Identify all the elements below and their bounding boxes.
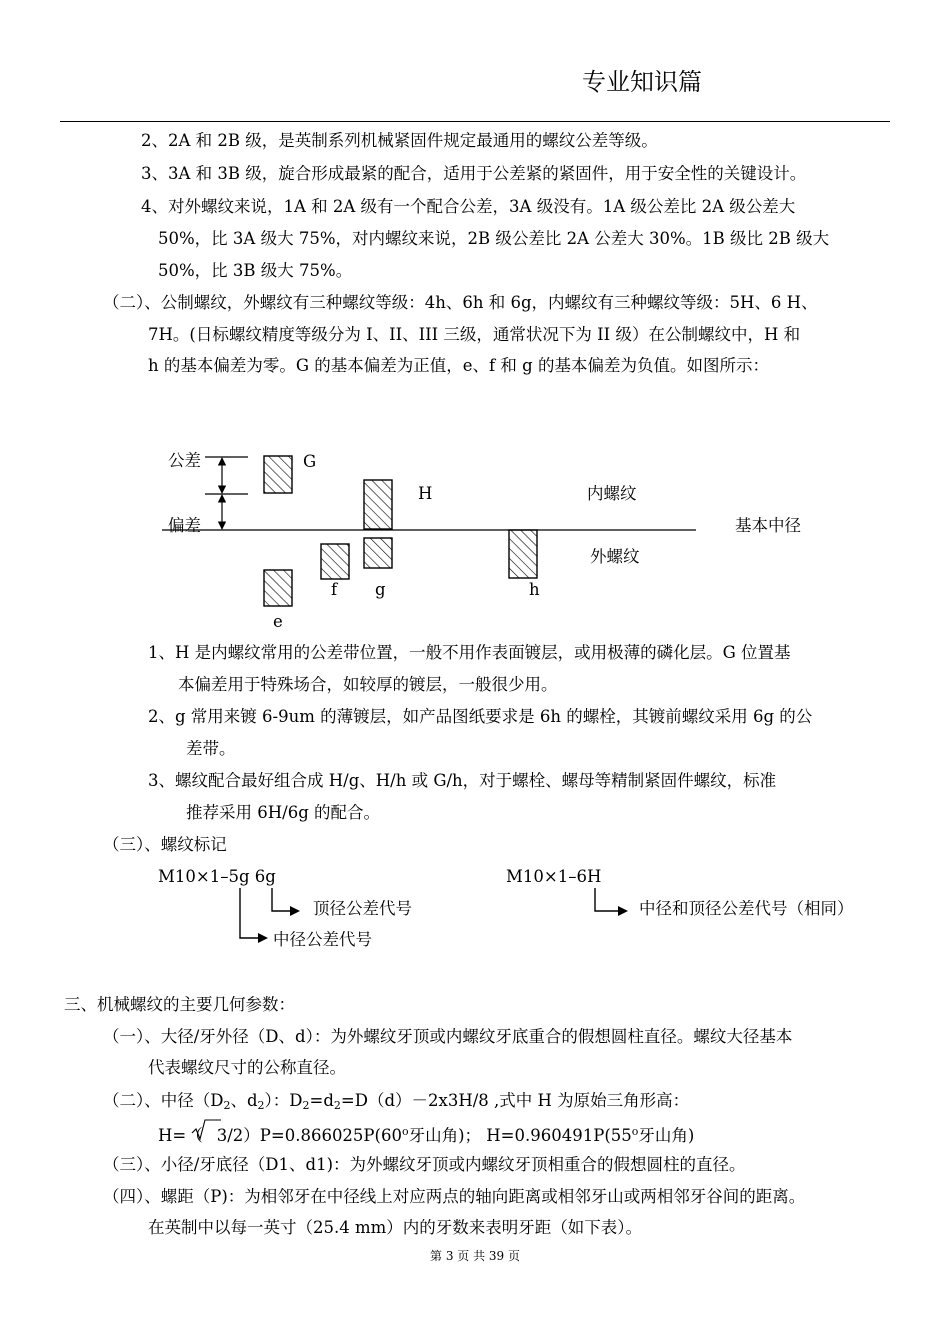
minor-diameter-line: （三）、小径/牙底径（D1、d1)：为外螺纹牙顶或内螺纹牙顶相重合的假想圆柱的直径。 [103,1155,746,1174]
section-thread-marking: （三）、螺纹标记 [103,835,227,854]
zone-H [364,480,392,529]
label-H: H [418,484,433,503]
paragraph-3a-3b: 3、3A 和 3B 级，旋合形成最紧的配合，适用于公差紧的紧固件，用于安全性的关键设计。 [141,164,807,183]
major-diameter-line2: 代表螺纹尺寸的公称直径。 [148,1058,346,1077]
paragraph-2a-2b: 2、2A 和 2B 级，是英制系列机械紧固件规定最通用的螺纹公差等级。 [141,131,658,150]
major-diameter-line1: （一）、大径/牙外径（D、d）：为外螺纹牙顶或内螺纹牙底重合的假想圆柱直径。螺纹大径基本 [103,1027,793,1046]
zone-e [264,570,292,606]
marking-right-code: M10×1–6H [506,867,602,886]
zone-g [364,538,392,568]
label-deviation: 偏差 [168,516,201,535]
section-3-title: 三、机械螺纹的主要几何参数： [64,995,295,1014]
note-2-line2: 差带。 [186,739,236,758]
marking-left-pitch-label: 中径公差代号 [273,930,372,949]
label-e: e [273,612,283,631]
page-footer: 第 3 页 共 39 页 [430,1249,520,1263]
label-f: f [331,580,338,599]
marking-left-crest-label: 顶径公差代号 [313,899,412,918]
note-2-line1: 2、g 常用来镀 6-9um 的薄镀层，如产品图纸要求是 6h 的螺栓，其镀前螺纹采用 6g 的公 [148,707,813,726]
label-G: G [303,452,317,471]
note-1-line1: 1、H 是内螺纹常用的公差带位置，一般不用作表面镀层，或用极薄的磷化层。G 位置基 [148,643,791,662]
section-metric-line1: （二）、公制螺纹，外螺纹有三种螺纹等级：4h、6h 和 6g，内螺纹有三种螺纹等级：5H、6 H、 [103,293,818,312]
height-formula-line: H=（ $3/2)P=0.866025P(60^o$牙山角)； $H=0.960491P(55^o$牙山角) [158,1125,695,1145]
section-metric-line2: 7H。(日标螺纹精度等级分为 I、II、III 三级，通常状况下为 II 级）在公制螺纹中，H 和 [148,325,801,344]
pitch-diameter-line: （二）、中径（$D_2$、$d_2$）：$D_2=d_2=D(d)-2x3H/8$ ,式中 H 为原始三角形高： [103,1091,690,1112]
zone-h [509,530,537,578]
sqrt-radicand: 3 [216,1126,228,1145]
marking-left-code: M10×1–5g 6g [158,867,276,886]
label-h: h [529,580,540,599]
note-1-line2: 本偏差用于特殊场合，如较厚的镀层，一般很少用。 [178,675,558,694]
page-header-title: 专业知识篇 [582,68,702,96]
note-3-line2: 推荐采用 6H/6g 的配合。 [186,803,380,822]
zone-G [264,456,292,493]
section-metric-line3: h 的基本偏差为零。G 的基本偏差为正值，e、f 和 g 的基本偏差为负值。如图所示： [148,356,769,375]
marking-right-label: 中径和顶径公差代号（相同） [639,899,854,918]
zone-f [321,544,349,579]
paragraph-4-line3: 50%，比 3B 级大 75%。 [158,261,353,280]
label-external-thread: 外螺纹 [590,547,640,566]
pitch-line2: 在英制中以每一英寸（25.4 mm）内的牙数来表明牙距（如下表）。 [148,1218,643,1237]
note-3-line1: 3、螺纹配合最好组合成 H/g、H/h 或 G/h，对于螺栓、螺母等精制紧固件螺纹，标准 [148,771,777,790]
label-g: g [375,580,386,599]
pitch-line1: （四）、螺距（P)：为相邻牙在中径线上对应两点的轴向距离或相邻牙山或两相邻牙谷间的距离。 [103,1187,806,1206]
label-internal-thread: 内螺纹 [587,484,637,503]
label-basic-pitch-dia: 基本中径 [735,516,801,535]
label-tolerance: 公差 [168,451,201,470]
paragraph-4-line1: 4、对外螺纹来说，1A 和 2A 级有一个配合公差，3A 级没有。1A 级公差比 2A 级公差大 [141,197,796,216]
paragraph-4-line2: 50%，比 3A 级大 75%，对内螺纹来说，2B 级公差比 2A 公差大 30%。1B 级比 2B 级大 [158,229,830,248]
